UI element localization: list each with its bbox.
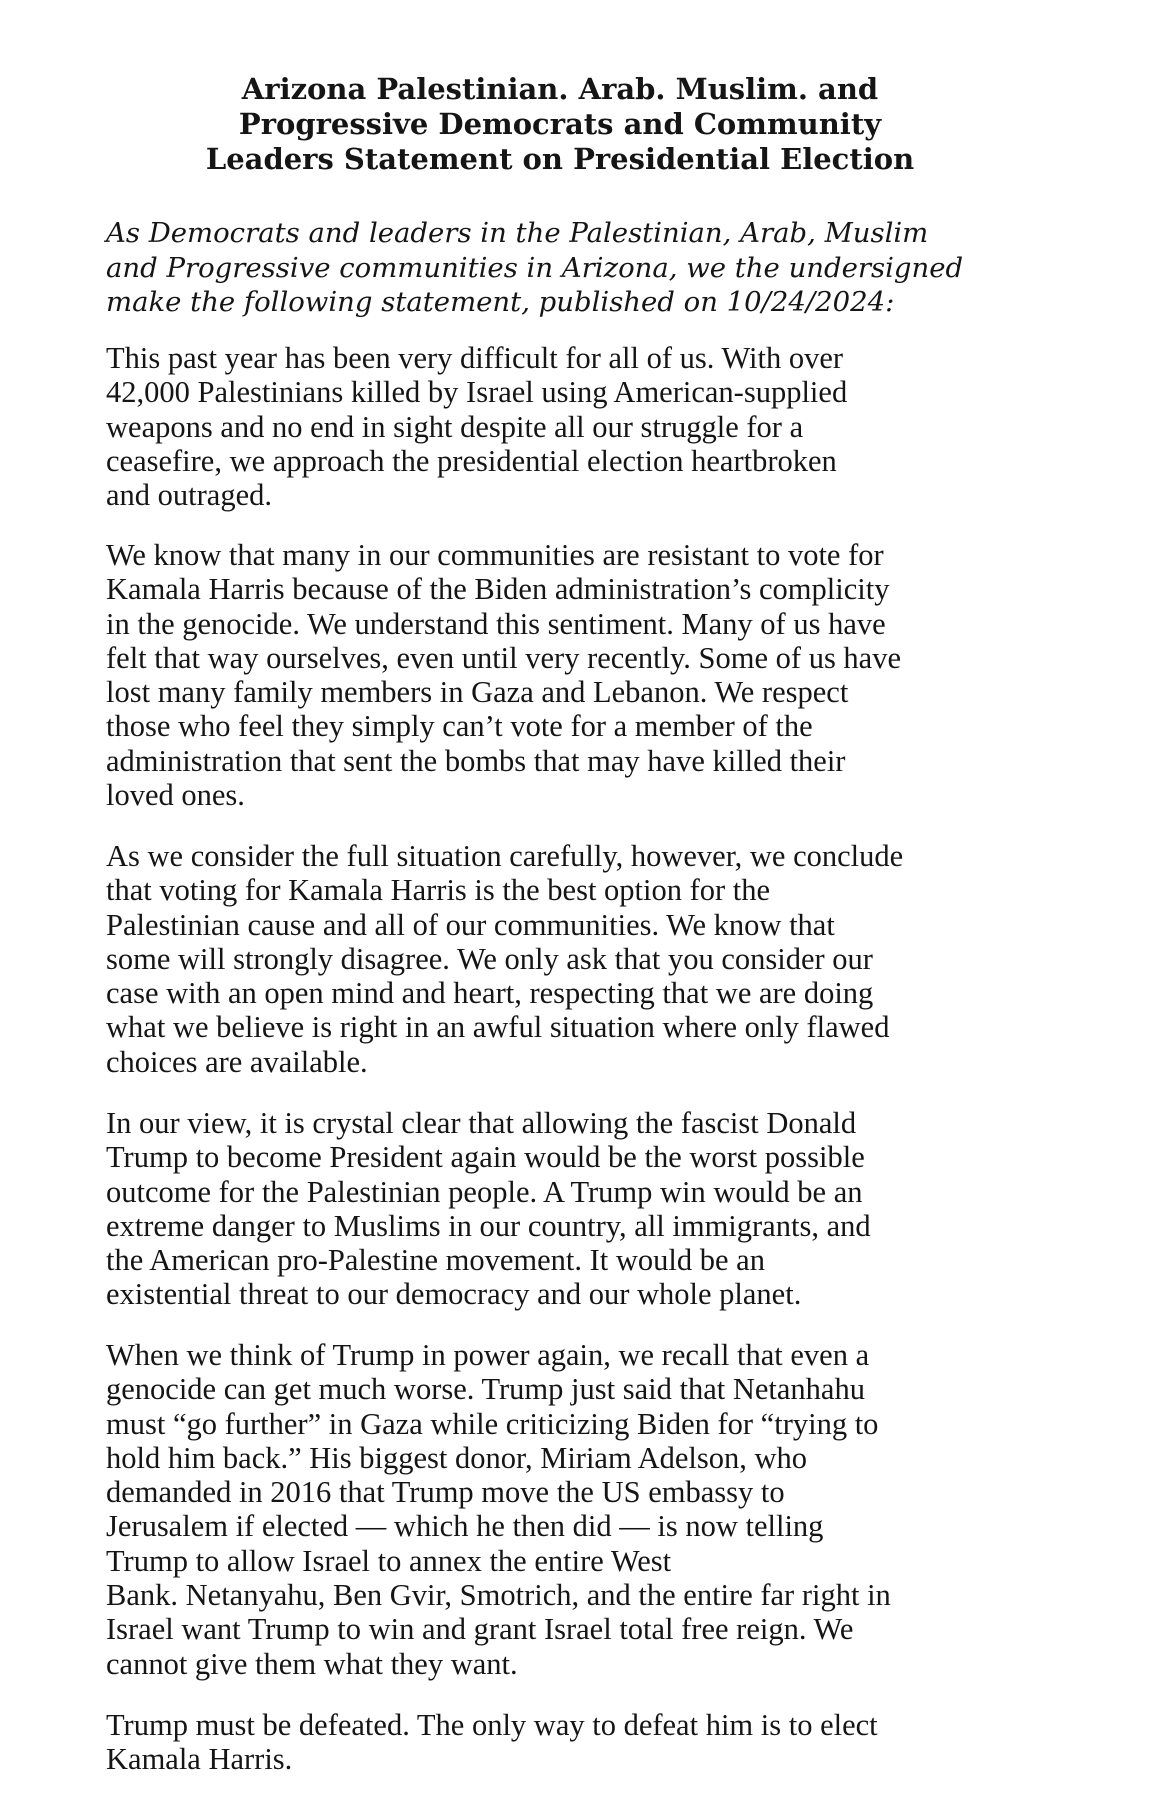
paragraph-line: choices are available.	[106, 1044, 368, 1079]
paragraph-line: cannot give them what they want.	[106, 1646, 518, 1681]
paragraph-line: administration that sent the bombs that may have killed their	[106, 743, 846, 778]
paragraph-line: This past year has been very difficult for all of us. With over	[106, 341, 844, 375]
paragraph-line: Israel want Trump to win and grant Israel total free reign. We	[106, 1612, 854, 1647]
paragraph-conclusion	[106, 839, 1066, 1079]
paragraph-line: in the genocide. We understand this sentiment. Many of us have	[106, 606, 886, 641]
paragraph-our-view	[106, 1106, 1066, 1312]
paragraph-line: When we think of Trump in power again, we recall that even a	[106, 1338, 870, 1372]
paragraph-line: weapons and no end in sight despite all our struggle for a	[106, 409, 804, 444]
paragraph-line: and outraged.	[106, 478, 272, 513]
paragraph-line: lost many family members in Gaza and Lebanon. We respect	[106, 675, 849, 710]
paragraph-line: Jerusalem if elected –– which he then did –– is now telling	[106, 1509, 824, 1544]
paragraph-line: loved ones.	[106, 778, 245, 813]
paragraph-line: the American pro-Palestine movement. It would be an	[106, 1243, 765, 1278]
paragraph-resistance	[106, 538, 1066, 812]
paragraph-trump-in-power	[106, 1338, 1066, 1681]
paragraph-line: must “go further” in Gaza while criticizing Biden for “trying to	[106, 1406, 879, 1441]
paragraph-line: Kamala Harris because of the Biden administration’s complicity	[106, 572, 890, 607]
paragraph-line: Bank. Netanyahu, Ben Gvir, Smotrich, and the entire far right in	[106, 1578, 891, 1613]
intro-statement	[106, 216, 1026, 320]
paragraph-line: outcome for the Palestinian people. A Trump win would be an	[106, 1174, 863, 1209]
intro-line: make the following statement, published on 10/24/2024:	[106, 286, 895, 318]
paragraph-line: hold him back.” His biggest donor, Miriam Adelson, who	[106, 1440, 808, 1475]
paragraph-line: that voting for Kamala Harris is the best option for the	[106, 873, 771, 908]
paragraph-line: Trump must be defeated. The only way to defeat him is to elect	[106, 1708, 878, 1742]
paragraph-line: Trump to become President again would be the worst possible	[106, 1140, 865, 1175]
paragraph-line: what we believe is right in an awful situation where only flawed	[106, 1010, 890, 1045]
paragraph-must-be-defeated	[106, 1708, 1066, 1777]
paragraph-line: Trump to allow Israel to annex the entire West	[106, 1543, 672, 1578]
paragraph-line: demanded in 2016 that Trump move the US embassy to	[106, 1475, 785, 1510]
paragraph-line: As we consider the full situation carefully, however, we conclude	[106, 839, 904, 873]
title-line: Progressive Democrats and Community	[238, 107, 882, 141]
paragraph-line: 42,000 Palestinians killed by Israel using American-supplied	[106, 375, 848, 410]
intro-line: and Progressive communities in Arizona, we the undersigned	[106, 251, 964, 284]
paragraph-line: In our view, it is crystal clear that allowing the fascist Donald	[106, 1106, 857, 1140]
title-line: Arizona Palestinian. Arab. Muslim. and	[241, 72, 879, 106]
paragraph-line: some will strongly disagree. We only ask that you consider our	[106, 941, 873, 976]
paragraph-line: genocide can get much worse. Trump just said that Netanhahu	[106, 1372, 865, 1407]
paragraph-line: case with an open mind and heart, respecting that we are doing	[106, 976, 874, 1011]
paragraph-line: We know that many in our communities are resistant to vote for	[106, 538, 884, 572]
statement-title	[150, 72, 970, 177]
paragraph-difficult-year	[106, 341, 1066, 512]
title-line: Leaders Statement on Presidential Election	[205, 142, 915, 176]
paragraph-line: existential threat to our democracy and our whole planet.	[106, 1277, 802, 1312]
paragraph-line: those who feel they simply can’t vote for a member of the	[106, 709, 813, 744]
paragraph-line: ceasefire, we approach the presidential election heartbroken	[106, 443, 837, 478]
paragraph-line: Palestinian cause and all of our communities. We know that	[106, 907, 835, 942]
paragraph-line: Kamala Harris.	[106, 1742, 293, 1777]
paragraph-line: extreme danger to Muslims in our country, all immigrants, and	[106, 1208, 871, 1243]
intro-line: As Democrats and leaders in the Palestinian, Arab, Muslim	[106, 217, 929, 249]
paragraph-line: felt that way ourselves, even until very recently. Some of us have	[106, 640, 902, 675]
